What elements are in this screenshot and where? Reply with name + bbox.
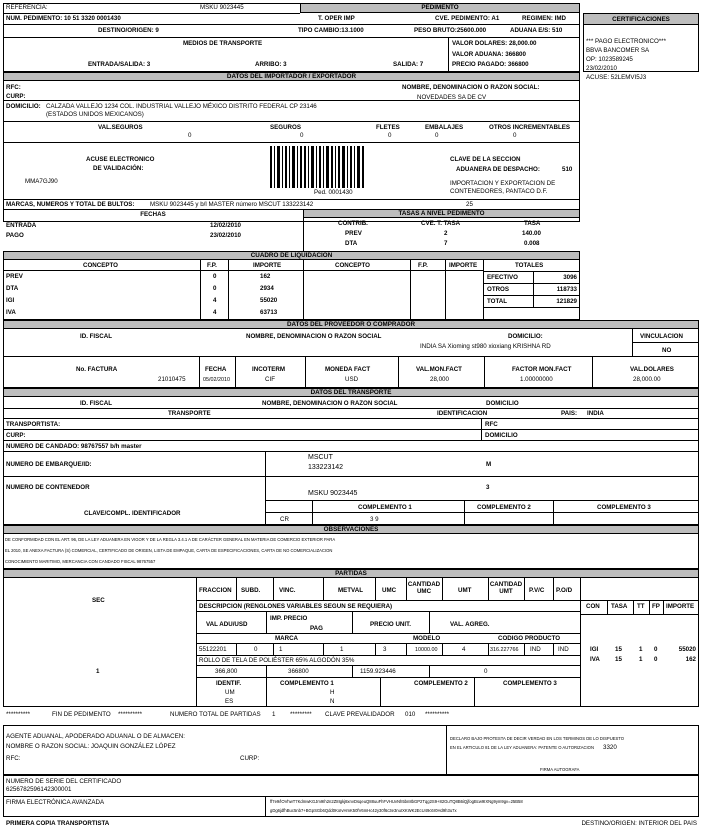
fin-numero-value: 1: [272, 711, 276, 718]
tasas-tasa-0: 140.00: [522, 230, 541, 237]
h-metval: METVAL: [338, 587, 363, 594]
liq-importe-0: 162: [260, 273, 271, 280]
firma-electronica-value-2: gDg6jdfhBuc5nb7+BGpSGb6Qdd0KoIvHmK50fV6mHc42y30f6c3e3nuIXKWK2EcU49c6r0Hd9h3u7x: [270, 808, 457, 813]
tasas-contrib-1: DTA: [345, 240, 358, 247]
destino-origen: DESTINO/ORIGEN: 9: [98, 27, 159, 34]
peso-bruto: PESO BRUTO:25600.000: [414, 27, 487, 34]
partidas-sec: SEC: [92, 597, 105, 604]
h-precio-unit: PRECIO UNIT.: [370, 621, 411, 628]
liq-concepto-3: IVA: [6, 309, 16, 316]
salida: SALIDA: 7: [393, 61, 424, 68]
tasas-contrib-0: PREV: [345, 230, 362, 237]
cve-pedimento: CVE. PEDIMENTO: A1: [435, 15, 500, 22]
transporte-comp1: COMPLEMENTO 1: [358, 504, 412, 511]
comp1-h: H: [330, 689, 335, 696]
firma-autografa: FIRMA AUTOGRAFA: [540, 767, 580, 772]
metval-value: 1: [340, 646, 344, 653]
fin-stars-2: **********: [118, 711, 143, 718]
num-pedimento: NUM. PEDIMENTO: 10 51 3320 0001430: [6, 15, 121, 22]
h-marca: MARCA: [275, 635, 299, 642]
vinculacion-value: NO: [662, 347, 672, 354]
h-cantidad-umt: CANTIDAD UMT: [489, 581, 523, 596]
embarque-value-1: MSCUT: [308, 454, 333, 461]
firma-electronica-label: FIRMA ELECTRÓNICA AVANZADA: [6, 799, 105, 806]
cant-umc-value: 10000.00: [415, 647, 438, 653]
liq-importe-2: 55020: [260, 297, 278, 304]
transporte-cr: CR: [280, 516, 289, 523]
embalajes-value: 0: [435, 132, 439, 139]
otros-value: 0: [513, 132, 517, 139]
precio-unit-value: 1159.923446: [360, 668, 396, 675]
contrib-tt-0: 1: [639, 646, 643, 653]
proveedor-domicilio-label: DOMICILIO:: [508, 333, 543, 340]
h-valdol: VAL.DOLARES: [630, 366, 674, 373]
h-pvc: P.V/C: [529, 587, 545, 594]
clave-compl-label: CLAVE/COMPL. IDENTIFICADOR: [84, 510, 181, 517]
valmon-value: 28,000: [430, 376, 449, 383]
fin-clave-value: 010: [405, 711, 416, 718]
valor-aduana: VALOR ADUANA: 366800: [452, 51, 526, 58]
partidas-comp1: COMPLEMENTO 1: [280, 680, 334, 687]
fraccion-value: 55122201: [199, 646, 227, 653]
proveedor-band: DATOS DEL PROVEEDOR O COMPRADOR: [3, 320, 699, 329]
transporte-rfc: RFC: [485, 421, 498, 428]
pais-value: INDIA: [587, 410, 604, 417]
importador-domicilio-1: CALZADA VALLEJO 1234 COL. INDUSTRIAL VALLEJO MÉXICO DISTRITO FEDERAL CP 23146: [46, 103, 317, 110]
h-umt: UMT: [458, 587, 472, 594]
h-valmon: VAL.MON.FACT: [416, 366, 462, 373]
marcas-bultos: 25: [466, 201, 473, 208]
obs-line-1: DE CONFORMIDAD CON EL ART. 96, DE LA LEY ADUANERA EN VIGOR Y DE LA REGLA 3.4.1 A DE CARÁCTER GENERAL EN MATERIA DE COMERCIO EXTERIOR PARA: [5, 537, 336, 542]
aduana-es: ADUANA E/S: 510: [510, 27, 563, 34]
val-seguros-label: VAL.SEGUROS: [98, 124, 143, 131]
candado-label: NUMERO DE CANDADO: 98767557 b/h master: [6, 443, 142, 450]
transporte-cr-value: 3 9: [370, 516, 379, 523]
val-agreg-value: 0: [484, 668, 488, 675]
h-con: CON: [586, 603, 600, 610]
fin-pedimento: FIN DE PEDIMENTO: [52, 711, 111, 718]
total-label-0: EFECTIVO: [487, 274, 518, 281]
otros-label: OTROS INCREMENTABLES: [489, 124, 571, 131]
tasas-cve-1: 7: [444, 240, 448, 247]
sec-value: 1: [96, 668, 100, 675]
cert-line-2: OP: 1023589245: [586, 56, 633, 63]
barcode: [270, 146, 365, 188]
h-imp-precio-2: PAG: [310, 625, 323, 632]
transporte-comp3: COMPLEMENTO 3: [597, 504, 651, 511]
liq-h-totales: TOTALES: [515, 262, 544, 269]
subd-value: 0: [254, 646, 258, 653]
liq-fp-0: 0: [213, 273, 217, 280]
incoterm-value: CIF: [265, 376, 275, 383]
total-value-1: 118733: [556, 286, 577, 293]
h-umc: UMC: [382, 587, 397, 594]
liq-h-fp-2: F.P.: [418, 262, 428, 269]
acuse-value: MMA7GJ90: [25, 178, 58, 185]
h-cantidad-umc: CANTIDAD UMC: [407, 581, 441, 596]
fecha-entrada-value: 12/02/2010: [210, 222, 241, 229]
contenedor-label: NUMERO DE CONTENEDOR: [6, 484, 90, 491]
liquidacion-band: CUADRO DE LIQUIDACION: [3, 251, 580, 260]
total-label-2: TOTAL: [487, 298, 508, 305]
liq-concepto-0: PREV: [6, 273, 23, 280]
cert-line-0: *** PAGO ELECTRONICO***: [586, 38, 666, 45]
partidas-comp2: COMPLEMENTO 2: [414, 680, 468, 687]
liq-h-importe: IMPORTE: [253, 262, 282, 269]
h-subd: SUBD.: [241, 587, 261, 594]
identificacion-label: IDENTIFICACION: [437, 410, 488, 417]
fin-stars-4: **********: [425, 711, 450, 718]
h-pod: P.O/D: [556, 587, 573, 594]
tipo-cambio: TIPO CAMBIO:13.1000: [298, 27, 364, 34]
identif-es: ES: [225, 698, 234, 705]
clave-seccion-1: CLAVE DE LA SECCION: [450, 156, 521, 163]
h-tt: TT: [637, 603, 645, 610]
embalajes-label: EMBALAJES: [425, 124, 464, 131]
transporte-id-fiscal: ID. FISCAL: [80, 400, 112, 407]
embarque-value-2: 133223142: [308, 464, 344, 471]
factura-value: 21010475: [158, 376, 186, 383]
desc-value: ROLLO DE TELA DE POLIÉSTER 65% ALGODÓN 35%: [199, 657, 355, 664]
acuse-ped: Ped. 0001430: [314, 189, 353, 196]
agente-rfc: RFC:: [6, 755, 21, 762]
footer-destino: DESTINO/ORIGEN: INTERIOR DEL PAIS: [581, 820, 697, 827]
firma-electronica-value-1: ff7e9/lOVhwT7KdmwKGJm9Ih2n2Z8Igkj8xnvDsqeuQ88uuFhFVHUvNh5bn8bGP2Tqg2S9+82GuTQ8B6iQjfogBcw9IXNg9ym9gv=25B58: [270, 799, 523, 804]
liq-h-concepto-2: CONCEPTO: [335, 262, 370, 269]
liq-h-concepto: CONCEPTO: [83, 262, 118, 269]
h-fecha: FECHA: [205, 366, 227, 373]
proveedor-domicilio-value: INDIA SA Xioming st980 xioxiang KRISHNA RD: [420, 343, 551, 350]
referencia-value: MSKU 9023445: [200, 4, 244, 11]
agente-title: AGENTE ADUANAL, APODERADO ADUANAL O DE ALMACEN:: [6, 733, 185, 740]
regimen: REGIMEN: IMD: [522, 15, 566, 22]
transporte-label: TRANSPORTE: [168, 410, 211, 417]
h-modelo: MODELO: [413, 635, 441, 642]
liq-fp-3: 4: [213, 309, 217, 316]
transporte-band: DATOS DEL TRANSPORTE: [3, 388, 699, 397]
contrib-importe-0: 55020: [678, 646, 696, 653]
tasas-h-contrib: CONTRIB.: [338, 220, 368, 227]
importador-band: DATOS DEL IMPORTADOR / EXPORTADOR: [3, 72, 580, 81]
fecha-value: 05/02/2010: [203, 377, 230, 383]
identif-label: IDENTIF.: [216, 680, 242, 687]
total-value-2: 121829: [556, 298, 577, 305]
agente-decl-2: EN EL ARTICULO 81 DE LA LEY ADUANERA: PATENTE O AUTORIZACION: [450, 745, 594, 750]
factor-value: 1.00000000: [520, 376, 553, 383]
umt-value: 4: [462, 646, 466, 653]
agente-nombre: NOMBRE O RAZON SOCIAL: JOAQUIN GONZÁLEZ LÓPEZ: [6, 743, 176, 750]
tasas-cve-0: 2: [444, 230, 448, 237]
importador-nombre-value: NOVEDADES SA DE CV: [417, 94, 487, 101]
liq-concepto-1: DTA: [6, 285, 19, 292]
contenedor-value: MSKU 9023445: [308, 490, 358, 497]
acuse-label-2: DE VALIDACIÓN:: [93, 165, 144, 172]
liq-concepto-2: IGI: [6, 297, 15, 304]
agente-decl-1: DECLARO BAJO PROTESTA DE DECIR VERDAD EN LOS TERMINOS DE LO DISPUESTO: [450, 736, 625, 741]
h-importe: IMPORTE: [666, 603, 695, 610]
transporte-domicilio-2: DOMICILIO: [485, 432, 518, 439]
obs-line-2: EL 2010, SE ANEXA FACTURA (S) COMERCIAL, CERTIFICADO DE ORIGEN, LISTA DE EMPAQUE, CARTA DE ESPECIFICACIONES, CARTA DE NO COMERCIALIZACION: [5, 548, 333, 553]
h-factura: No. FACTURA: [76, 366, 118, 373]
cert-line-4: ACUSE: 52LEMVI5J3: [586, 74, 647, 81]
fin-numero: NUMERO TOTAL DE PARTIDAS: [170, 711, 261, 718]
partidas-band: PARTIDAS: [3, 569, 699, 578]
h-vinc: VINC.: [279, 587, 296, 594]
liq-h-fp: F.P.: [207, 262, 217, 269]
h-codigo: CODIGO PRODUCTO: [498, 635, 561, 642]
fletes-label: FLETES: [376, 124, 400, 131]
pod-value: IND: [558, 646, 569, 653]
imp-exp-2: CONTENEDORES, PANTACO D.F.: [450, 188, 548, 195]
clave-seccion-value: 510: [562, 166, 573, 173]
contenedor-num: 3: [486, 484, 490, 491]
fecha-entrada-label: ENTRADA: [6, 222, 37, 229]
contrib-tasa-0: 15: [615, 646, 622, 653]
arribo: ARRIBO: 3: [255, 61, 287, 68]
proveedor-nombre-label: NOMBRE, DENOMINACION O RAZON SOCIAL: [246, 333, 382, 340]
importador-curp: CURP:: [6, 93, 26, 100]
val-seguros-value: 0: [188, 132, 192, 139]
transporte-curp: CURP:: [6, 432, 26, 439]
fecha-pago-label: PAGO: [6, 232, 24, 239]
medios-transporte-label: MEDIOS DE TRANSPORTE: [183, 40, 263, 47]
h-moneda: MONEDA FACT: [325, 366, 371, 373]
contrib-tt-1: 1: [639, 656, 643, 663]
vinc-value: 1: [279, 646, 283, 653]
h-fp: FP: [652, 603, 660, 610]
seguros-value: 0: [300, 132, 304, 139]
proveedor-id-fiscal: ID. FISCAL: [80, 333, 112, 340]
t-oper: T. OPER IMP: [318, 15, 355, 22]
liq-importe-3: 63713: [260, 309, 278, 316]
agente-curp: CURP:: [240, 755, 260, 762]
contrib-fp-1: 0: [654, 656, 658, 663]
fin-stars-1: **********: [6, 711, 31, 718]
total-value-0: 3096: [563, 274, 577, 281]
entrada-salida: ENTRADA/SALIDA: 3: [88, 61, 151, 68]
tasas-h-tasa: TASA: [524, 220, 541, 227]
referencia-label: REFERENCIA:: [6, 4, 48, 11]
vinculacion-label: VINCULACION: [640, 333, 683, 340]
importador-domicilio-label: DOMICILIO:: [6, 103, 41, 110]
contrib-con-1: IVA: [590, 656, 600, 663]
pedimento-band: PEDIMENTO: [300, 3, 580, 13]
h-val-adu: VAL ADU/USD: [206, 621, 248, 628]
valdol-value: 28,000.00: [633, 376, 661, 383]
comp1-n: N: [330, 698, 335, 705]
cert-line-3: 23/02/2010: [586, 65, 617, 72]
seguros-label: SEGUROS: [270, 124, 301, 131]
primera-copia: PRIMERA COPIA TRANSPORTISTA: [6, 820, 110, 827]
val-adu-value: 366,800: [215, 668, 238, 675]
identif-um: UM: [225, 689, 235, 696]
precio-pagado: PRECIO PAGADO: 366800: [452, 61, 529, 68]
pvc-value: IND: [530, 646, 541, 653]
embarque-label: NUMERO DE EMBARQUE/ID:: [6, 461, 92, 468]
fin-clave: CLAVE PREVALIDADOR: [325, 711, 395, 718]
agente-patente: 3320: [603, 744, 617, 751]
total-label-1: OTROS: [487, 286, 510, 293]
fin-stars-3: *********: [290, 711, 312, 718]
cant-umt-value: 316.227766: [490, 647, 519, 653]
h-imp-precio-1: IMP. PRECIO: [270, 615, 308, 622]
marcas-value: MSKU 9023445 y b/l MASTER número MSCUT 133223142: [150, 201, 314, 208]
contrib-importe-1: 162: [685, 656, 696, 663]
tasas-tasa-1: 0.008: [524, 240, 540, 247]
imp-exp-1: IMPORTACION Y EXPORTACION DE: [450, 180, 556, 187]
acuse-label-1: ACUSE ELECTRONICO: [86, 156, 155, 163]
h-val-agreg: VAL. AGREG.: [450, 621, 490, 628]
tasas-h-cve: CVE. T. TASA: [421, 220, 461, 227]
transporte-nombre-label: NOMBRE, DENOMINACION O RAZON SOCIAL: [262, 400, 398, 407]
transportista-label: TRANSPORTISTA:: [6, 421, 61, 428]
valor-dolares: VALOR DOLARES: 28,000.00: [452, 40, 537, 47]
contrib-con-0: IGI: [590, 646, 599, 653]
liq-h-importe-2: IMPORTE: [449, 262, 478, 269]
liq-fp-2: 4: [213, 297, 217, 304]
h-incoterm: INCOTERM: [252, 366, 285, 373]
m-label: M: [486, 461, 492, 468]
fechas-title: FECHAS: [140, 211, 166, 218]
tasas-band: TASAS A NIVEL PEDIMENTO: [303, 209, 580, 218]
cert-line-1: BBVA BANCOMER SA: [586, 47, 650, 54]
h-tasa: TASA: [611, 603, 628, 610]
serie-value: 6256782596142300001: [6, 786, 72, 793]
partidas-comp3: COMPLEMENTO 3: [503, 680, 557, 687]
h-fraccion: FRACCION: [199, 587, 232, 594]
transporte-comp2: COMPLEMENTO 2: [477, 504, 531, 511]
importador-domicilio-2: (ESTADOS UNIDOS MEXICANOS): [46, 111, 144, 118]
importador-nombre-label: NOMBRE, DENOMINACION O RAZON SOCIAL:: [402, 84, 540, 91]
contrib-tasa-1: 15: [615, 656, 622, 663]
moneda-value: USD: [345, 376, 359, 383]
h-descripcion: DESCRIPCION (RENGLONES VARIABLES SEGUN SE REQUIERA): [199, 603, 393, 610]
contrib-fp-0: 0: [654, 646, 658, 653]
importador-rfc: RFC:: [6, 84, 21, 91]
pais-label: PAIS:: [561, 410, 578, 417]
fletes-value: 0: [388, 132, 392, 139]
marcas-label: MARCAS, NUMEROS Y TOTAL DE BULTOS:: [6, 201, 135, 208]
obs-line-3: CONOCIMIENTO MARITIMO, MERCANCIA CON CANDADO FISCAL 98767557: [5, 559, 156, 564]
umc-value: 3: [383, 646, 387, 653]
fecha-pago-value: 23/02/2010: [210, 232, 241, 239]
liq-importe-1: 2934: [260, 285, 274, 292]
imp-precio-value: 366800: [288, 668, 309, 675]
serie-label: NUMERO DE SERIE DEL CERTIFICADO: [6, 778, 122, 785]
clave-seccion-2: ADUANERA DE DESPACHO:: [456, 166, 540, 173]
transporte-domicilio-label: DOMICILIO: [486, 400, 519, 407]
observaciones-band: OBSERVACIONES: [3, 525, 699, 534]
certificaciones-title: CERTIFICACIONES: [583, 13, 699, 25]
h-factor: FACTOR MON.FACT: [512, 366, 572, 373]
liq-fp-1: 0: [213, 285, 217, 292]
